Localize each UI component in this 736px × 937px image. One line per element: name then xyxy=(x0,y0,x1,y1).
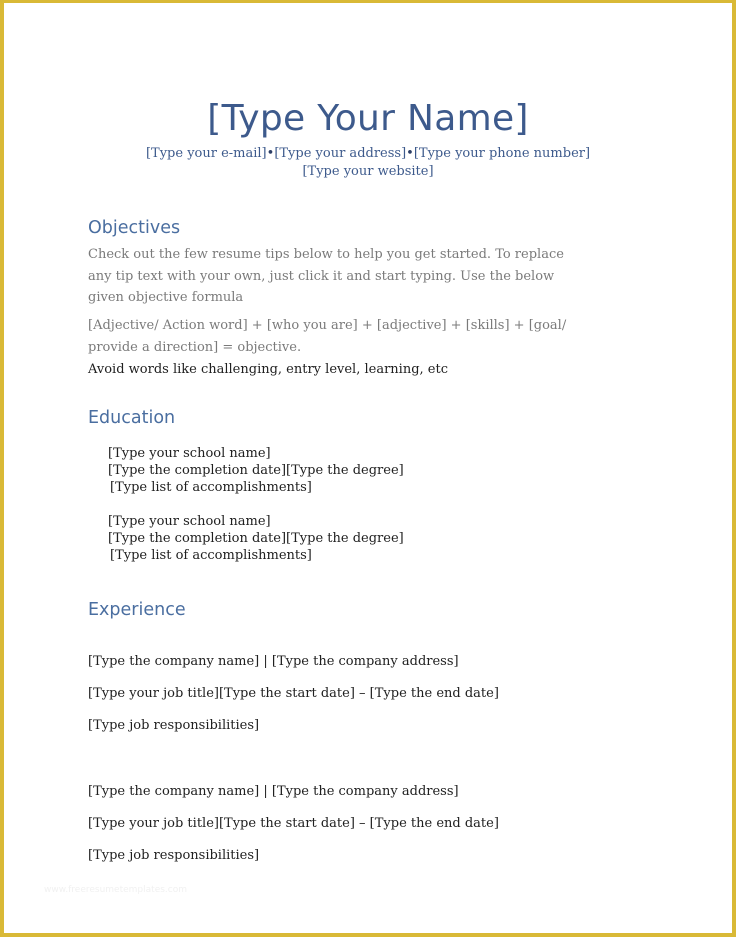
education-accomplishments[interactable]: [Type list of accomplishments] xyxy=(110,480,312,495)
experience-responsibilities[interactable]: [Type job responsibilities] xyxy=(88,718,260,733)
experience-company[interactable]: [Type the company name] | [Type the company address] xyxy=(88,784,459,799)
experience-company[interactable]: [Type the company name] | [Type the company address] xyxy=(88,654,459,669)
objectives-paragraph-formula[interactable]: [Adjective/ Action word] + [who you are] + [adjective] + [skills] + [goal/ provide a direction] = objective. xyxy=(88,318,567,355)
education-school-name[interactable]: [Type your school name] xyxy=(108,446,271,461)
experience-responsibilities[interactable]: [Type job responsibilities] xyxy=(88,848,260,863)
experience-title-dates[interactable]: [Type your job title][Type the start date] – [Type the end date] xyxy=(88,686,499,701)
contact-separator: • xyxy=(266,146,275,161)
education-school-name[interactable]: [Type your school name] xyxy=(108,514,271,529)
phone-field[interactable]: [Type your phone number] xyxy=(413,146,591,161)
experience-heading: Experience xyxy=(88,600,186,620)
contact-line xyxy=(4,145,732,163)
objectives-paragraph-avoid[interactable]: Avoid words like challenging, entry level, learning, etc xyxy=(88,362,448,377)
resume-name[interactable]: [Type Your Name] xyxy=(207,98,529,139)
objectives-heading: Objectives xyxy=(88,218,181,238)
email-field[interactable]: [Type your e-mail] xyxy=(145,146,267,161)
education-accomplishments[interactable]: [Type list of accomplishments] xyxy=(110,548,312,563)
address-field[interactable]: [Type your address] xyxy=(274,146,407,161)
education-heading: Education xyxy=(88,408,176,428)
website-field[interactable]: [Type your website] xyxy=(302,164,434,179)
resume-page xyxy=(4,3,732,933)
objectives-paragraph-tips[interactable]: Check out the few resume tips below to help you get started. To replace any tip text with your own, just click it and start typing. Use the below given objective formula xyxy=(88,247,564,305)
watermark: www.freeresumetemplates.com xyxy=(44,885,187,895)
education-date-degree[interactable]: [Type the completion date][Type the degree] xyxy=(108,531,404,546)
contact-separator: • xyxy=(406,146,414,161)
education-date-degree[interactable]: [Type the completion date][Type the degree] xyxy=(108,463,404,478)
experience-title-dates[interactable]: [Type your job title][Type the start date] – [Type the end date] xyxy=(88,816,499,831)
